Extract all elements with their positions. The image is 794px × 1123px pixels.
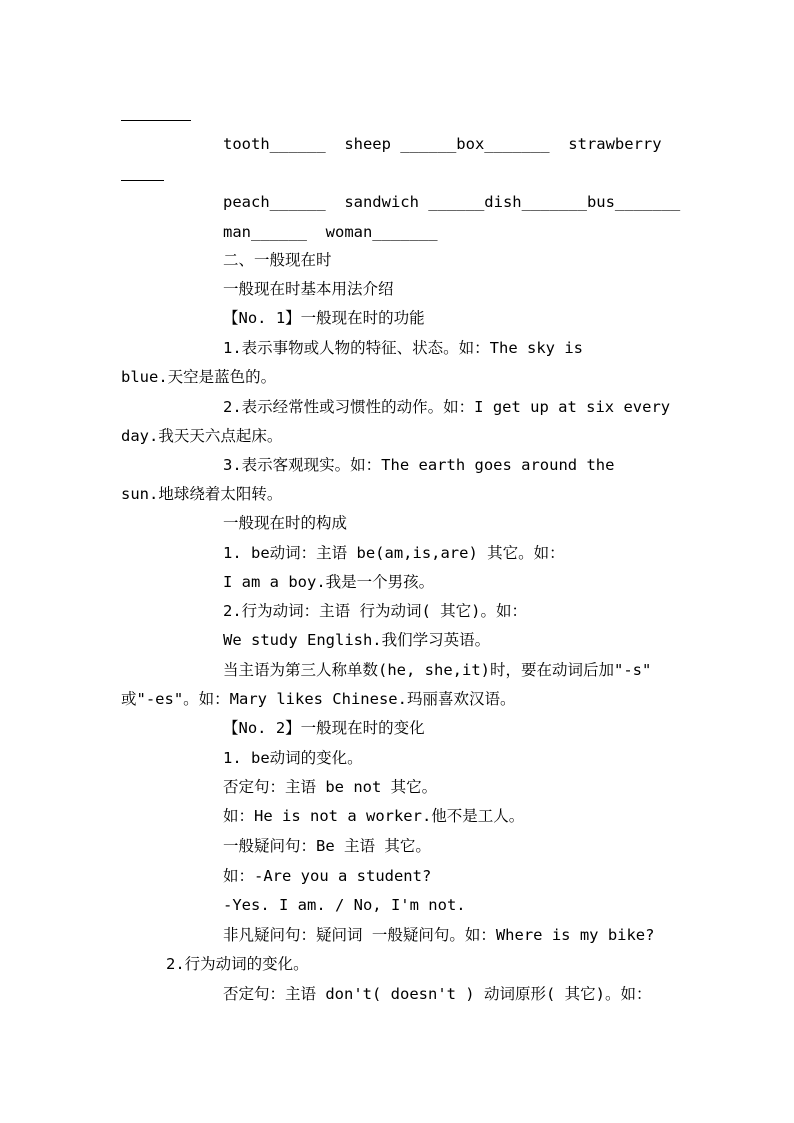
special-question: 非凡疑问句：疑问词 一般疑问句。如：Where is my bike?: [223, 926, 655, 944]
answer-blank-top: [121, 120, 191, 121]
be-question-answer: -Yes. I am. / No, I'm not.: [223, 896, 466, 914]
be-negative-example: 如：He is not a worker.他不是工人。: [223, 807, 525, 825]
structure-1: 1. be动词：主语 be(am,is,are) 其它。如：: [223, 544, 565, 562]
usage-1-cont: blue.天空是蓝色的。: [121, 368, 277, 386]
subsection-heading: 一般现在时基本用法介绍: [223, 280, 394, 298]
section-heading: 二、一般现在时: [223, 251, 332, 269]
exercise-line-3: man______ woman_______: [223, 223, 438, 241]
be-question: 一般疑问句：Be 主语 其它。: [223, 837, 431, 855]
verb-change-heading: 2.行为动词的变化。: [166, 955, 309, 973]
be-question-example: 如：-Are you a student?: [223, 867, 432, 885]
verb-negative: 否定句：主语 don't( doesn't ) 动词原形( 其它)。如：: [223, 985, 652, 1003]
answer-blank-strawberry: [121, 180, 164, 181]
usage-3-cont: sun.地球绕着太阳转。: [121, 485, 283, 503]
structure-1-example: I am a boy.我是一个男孩。: [223, 573, 435, 591]
usage-2-cont: day.我天天六点起床。: [121, 427, 283, 445]
usage-3: 3.表示客观现实。如：The earth goes around the: [223, 456, 615, 474]
third-person-rule: 当主语为第三人称单数(he, she,it)时，要在动词后加"-s": [223, 661, 652, 679]
be-negative: 否定句：主语 be not 其它。: [223, 778, 438, 796]
usage-1: 1.表示事物或人物的特征、状态。如：The sky is: [223, 339, 583, 357]
be-change-heading: 1. be动词的变化。: [223, 749, 363, 767]
exercise-line-2: peach______ sandwich ______dish_______bus_______: [223, 193, 681, 211]
third-person-rule-cont: 或"-es"。如：Mary likes Chinese.玛丽喜欢汉语。: [121, 690, 516, 708]
structure-2: 2.行为动词：主语 行为动词( 其它)。如：: [223, 602, 527, 620]
no2-heading: 【No. 2】一般现在时的变化: [223, 719, 425, 737]
exercise-line-1: tooth______ sheep ______box_______ strawberry: [223, 135, 662, 153]
structure-heading: 一般现在时的构成: [223, 514, 348, 532]
usage-2: 2.表示经常性或习惯性的动作。如：I get up at six every: [223, 398, 671, 416]
no1-heading: 【No. 1】一般现在时的功能: [223, 309, 425, 327]
structure-2-example: We study English.我们学习英语。: [223, 631, 491, 649]
